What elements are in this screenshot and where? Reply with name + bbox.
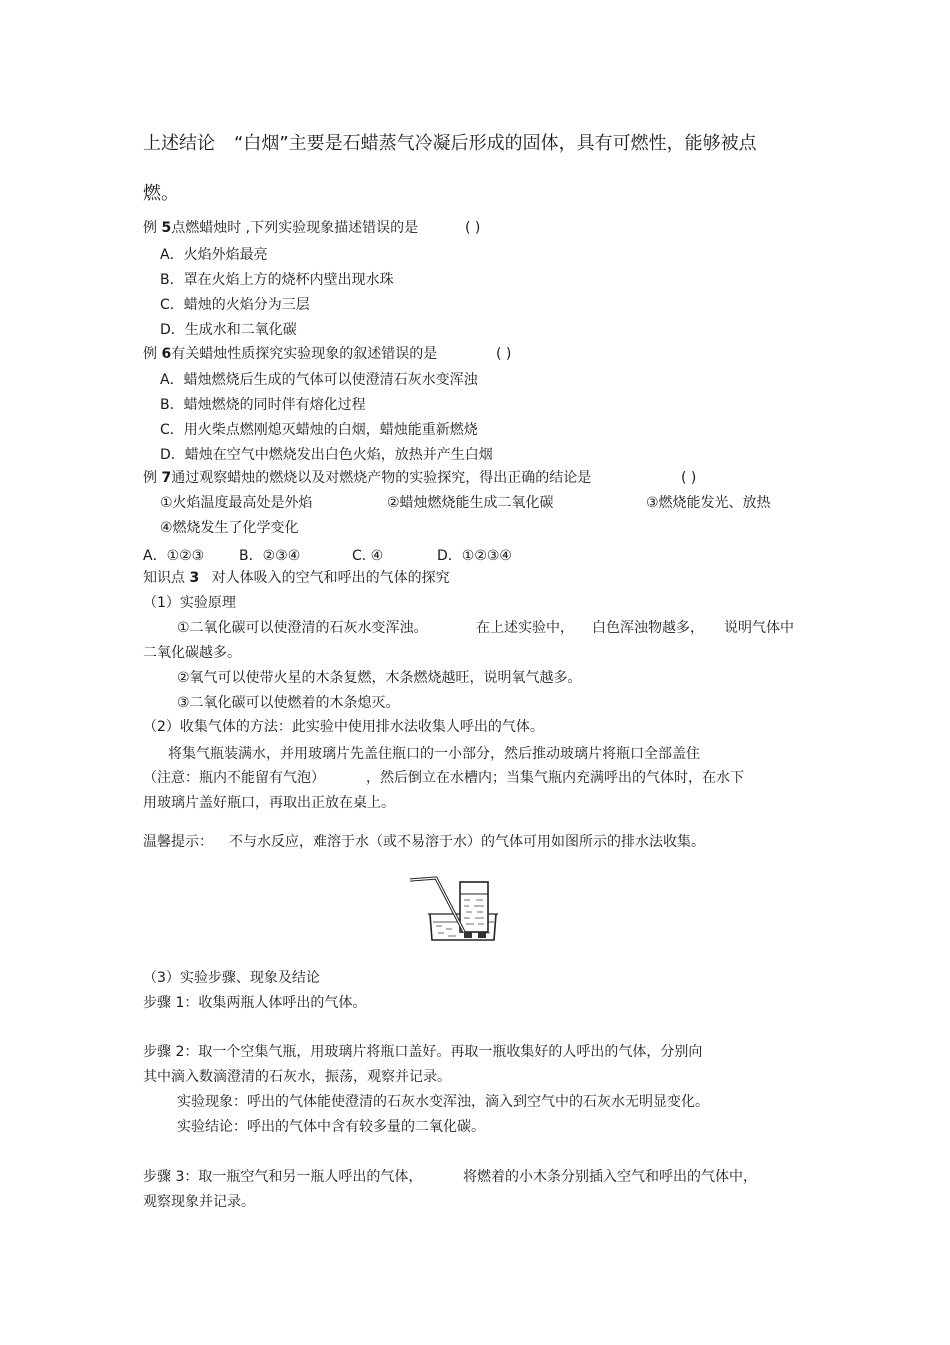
ex7-choice-a: A．①②③ [143, 548, 205, 564]
intro-line1b: “白烟”主要是石蜡蒸气冷凝后形成的固体，具有可燃性，能够被点 [234, 133, 757, 154]
step-2-observation: 实验现象：呼出的气体能使澄清的石灰水变浑浊，滴入到空气中的石灰水无明显变化。 [177, 1094, 709, 1110]
ex7-choice-c: C. ④ [352, 548, 384, 564]
ex6-number: 6 [161, 346, 172, 362]
ex5-number: 5 [161, 220, 172, 236]
intro-line2: 燃。 [143, 183, 179, 204]
kp3-number: 3 [189, 570, 200, 586]
ex7-number: 7 [161, 470, 172, 486]
ex7-question-line [143, 469, 591, 487]
ex6-label: 例 [143, 346, 157, 362]
ex5-option-a: A．火焰外焰最亮 [160, 247, 268, 263]
ex5-question-line [143, 219, 418, 237]
collect-line2a: （注意：瓶内不能留有气泡） [143, 770, 325, 786]
ex6-option-d: D．蜡烛在空气中燃烧发出白色火焰，放热并产生白烟 [160, 447, 493, 463]
ex6-option-a: A．蜡烛燃烧后生成的气体可以使澄清石灰水变浑浊 [160, 372, 478, 388]
collect-line1: 将集气瓶装满水，并用玻璃片先盖住瓶口的一小部分，然后推动玻璃片将瓶口全部盖住 [168, 746, 700, 762]
step-3a: 步骤 3：取一瓶空气和另一瓶人呼出的气体， [143, 1169, 423, 1185]
intro-line1a: 上述结论 [143, 133, 215, 154]
ex6-question-line [143, 345, 437, 363]
principle-1b: 在上述实验中， [476, 620, 574, 636]
ex5-option-b: B．罩在火焰上方的烧杯内壁出现水珠 [160, 272, 394, 288]
ex7-question: 通过观察蜡烛的燃烧以及对燃烧产物的实验探究，得出正确的结论是 [171, 470, 592, 486]
principle-1d: 说明气体中 [724, 620, 794, 636]
ex6-question: 有关蜡烛性质探究实验现象的叙述错误的是 [171, 346, 438, 362]
ex7-label: 例 [143, 470, 157, 486]
tip-label: 温馨提示： [143, 834, 213, 850]
ex5-option-d: D．生成水和二氧化碳 [160, 322, 297, 338]
collect-line3: 用玻璃片盖好瓶口，再取出正放在桌上。 [143, 795, 395, 811]
kp3-label: 知识点 [143, 570, 185, 586]
ex6-option-b: B．蜡烛燃烧的同时伴有熔化过程 [160, 397, 366, 413]
water-displacement-figure [408, 876, 500, 944]
step-2-conclusion: 实验结论：呼出的气体中含有较多量的二氧化碳。 [177, 1119, 485, 1135]
step-2a: 步骤 2：取一个空集气瓶，用玻璃片将瓶口盖好。再取一瓶收集好的人呼出的气体，分别向 [143, 1044, 703, 1060]
principle-1c: 白色浑浊物越多， [592, 620, 704, 636]
ex7-answer-paren: ( ) [681, 470, 697, 486]
principle-2: ②氧气可以使带火星的木条复燃，木条燃烧越旺，说明氧气越多。 [177, 670, 582, 686]
ex7-choice-d: D．①②③④ [437, 548, 512, 564]
ex7-item-3: ③燃烧能发光、放热 [646, 495, 771, 511]
ex7-item-2: ②蜡烛燃烧能生成二氧化碳 [387, 495, 554, 511]
kp3-heading [143, 569, 450, 587]
steps-heading: （3）实验步骤、现象及结论 [143, 970, 320, 986]
collect-heading: （2）收集气体的方法：此实验中使用排水法收集人呼出的气体。 [143, 719, 544, 735]
ex5-question: 点燃蜡烛时 ,下列实验现象描述错误的是 [171, 220, 419, 236]
principle-1e: 二氧化碳越多。 [143, 645, 241, 661]
step-3b: 将燃着的小木条分别插入空气和呼出的气体中， [463, 1169, 757, 1185]
step-2b: 其中滴入数滴澄清的石灰水，振荡，观察并记录。 [143, 1069, 451, 1085]
ex7-choice-b: B．②③④ [239, 548, 301, 564]
step-3c: 观察现象并记录。 [143, 1194, 255, 1210]
kp3-title: 对人体吸入的空气和呼出的气体的探究 [211, 570, 450, 586]
ex5-option-c: C．蜡烛的火焰分为三层 [160, 297, 310, 313]
ex7-item-1: ①火焰温度最高处是外焰 [160, 495, 313, 511]
principle-3: ③二氧化碳可以使燃着的木条熄灭。 [177, 695, 400, 711]
step-1: 步骤 1：收集两瓶人体呼出的气体。 [143, 995, 367, 1011]
ex6-option-c: C．用火柴点燃刚熄灭蜡烛的白烟，蜡烛能重新燃烧 [160, 422, 478, 438]
ex6-answer-paren: ( ) [496, 346, 512, 362]
tip-text: 不与水反应，难溶于水（或不易溶于水）的气体可用如图所示的排水法收集。 [229, 834, 705, 850]
ex7-item-4: ④燃烧发生了化学变化 [160, 520, 299, 536]
principle-heading: （1）实验原理 [143, 595, 236, 611]
ex5-answer-paren: ( ) [465, 220, 481, 236]
ex5-label: 例 [143, 220, 157, 236]
principle-1a: ①二氧化碳可以使澄清的石灰水变浑浊。 [177, 620, 428, 636]
collect-line2b: ，然后倒立在水槽内；当集气瓶内充满呼出的气体时，在水下 [366, 770, 744, 786]
